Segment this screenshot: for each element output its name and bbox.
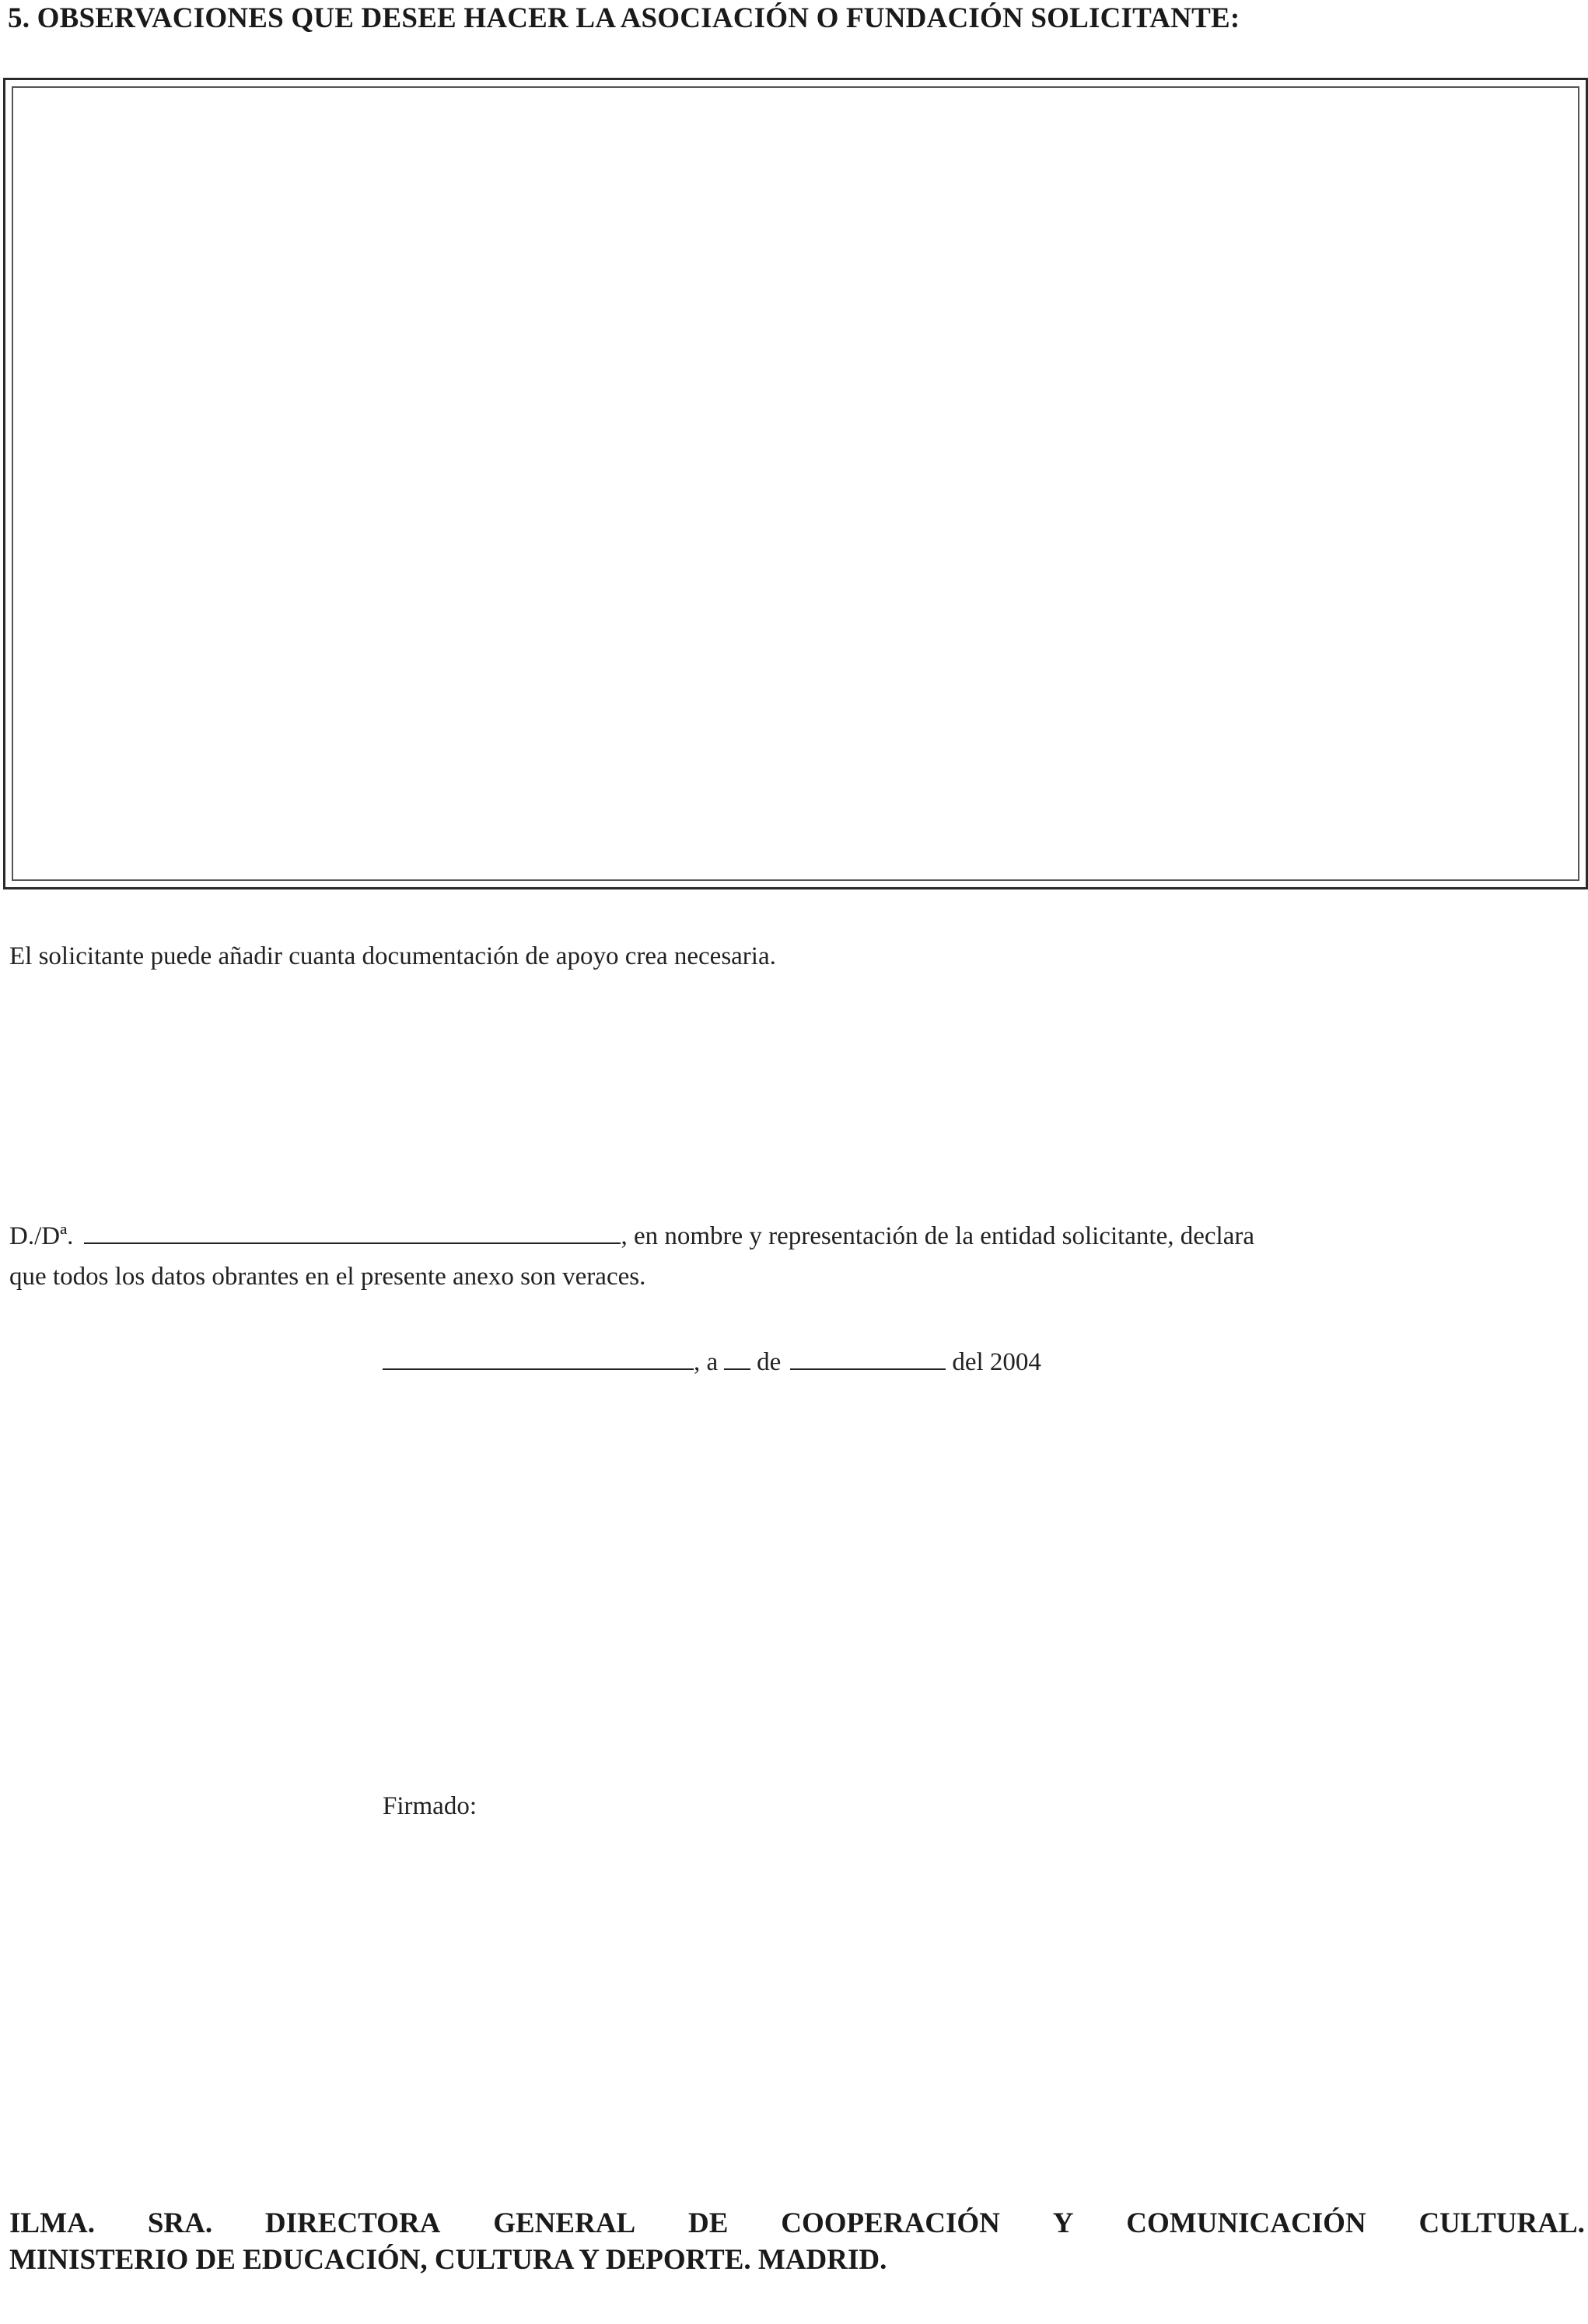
addressee-word: GENERAL xyxy=(493,2207,636,2239)
addressee-word: CULTURAL. xyxy=(1418,2207,1585,2239)
signed-label: Firmado: xyxy=(383,1792,477,1820)
declaration-prefix: D./Dª. xyxy=(9,1222,74,1250)
observations-box[interactable] xyxy=(3,78,1588,889)
day-blank-field[interactable] xyxy=(724,1345,750,1370)
name-blank-field[interactable] xyxy=(84,1219,621,1244)
date-separator-a: , a xyxy=(694,1348,719,1376)
addressee-word: COOPERACIÓN xyxy=(781,2207,1000,2239)
date-line xyxy=(383,1345,1041,1377)
month-blank-field[interactable] xyxy=(790,1345,946,1370)
addressee-word: Y xyxy=(1052,2207,1074,2239)
observations-box-inner-border xyxy=(12,86,1579,881)
addressee-word: COMUNICACIÓN xyxy=(1126,2207,1366,2239)
addressee-word: ILMA. xyxy=(9,2207,95,2239)
addressee-word: DE xyxy=(688,2207,729,2239)
declaration-text: , en nombre y representación de la entidad solicitante, declara xyxy=(621,1222,1254,1250)
place-blank-field[interactable] xyxy=(383,1345,694,1370)
addressee-word: SRA. xyxy=(147,2207,213,2239)
addressee-line-2: MINISTERIO DE EDUCACIÓN, CULTURA Y DEPORTE. MADRID. xyxy=(9,2244,887,2276)
year-label: del 2004 xyxy=(952,1348,1041,1376)
section-title: 5. OBSERVACIONES QUE DESEE HACER LA ASOCIACIÓN O FUNDACIÓN SOLICITANTE: xyxy=(8,2,1240,34)
addressee-footer xyxy=(9,2207,1585,2277)
declaration-line-1 xyxy=(9,1219,1586,1251)
date-de-label: de xyxy=(757,1348,782,1376)
declaration-line-2: que todos los datos obrantes en el presente anexo son veraces. xyxy=(9,1263,646,1291)
supporting-docs-note: El solicitante puede añadir cuanta documentación de apoyo crea necesaria. xyxy=(9,942,776,970)
addressee-line-1 xyxy=(9,2207,1585,2240)
addressee-word: DIRECTORA xyxy=(264,2207,441,2239)
